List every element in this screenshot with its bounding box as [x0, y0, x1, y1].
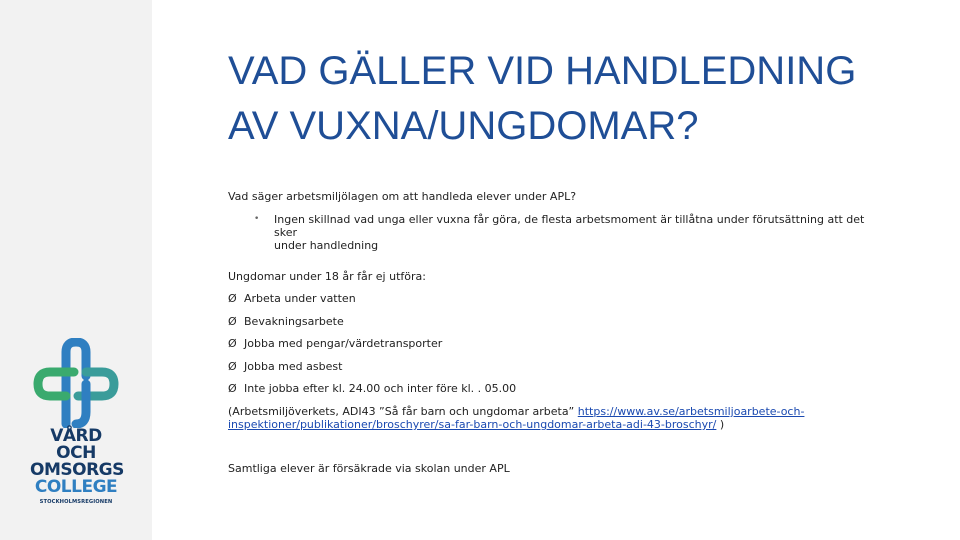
slide-title — [228, 44, 928, 154]
title-line2: AV VUXNA/UNGDOMAR? — [228, 104, 699, 148]
reference-link-part1[interactable]: https://www.av.se/arbetsmiljoarbete-och- — [577, 405, 805, 418]
reference-suffix: ) — [716, 418, 725, 431]
list-item — [228, 292, 356, 305]
bullet-line2: under handledning — [274, 239, 379, 252]
minors-heading: Ungdomar under 18 år får ej utföra: — [228, 270, 426, 283]
insurance-note: Samtliga elever är försäkrade via skolan under APL — [228, 462, 510, 475]
list-item — [228, 315, 344, 328]
arrow-bullet-icon: Ø — [228, 315, 237, 328]
college-emblem-icon — [30, 338, 122, 428]
logo-text-line1: VÅRD OCH — [50, 426, 102, 463]
intro-text: Vad säger arbetsmiljölagen om att handleda elever under APL? — [228, 190, 577, 203]
logo-subline: STOCKHOLMSREGIONEN — [39, 499, 113, 505]
logo-text-line2: OMSORGS — [30, 460, 124, 480]
reference-link-part2[interactable]: inspektioner/publikationer/broschyrer/sa-far-barn-och-ungdomar-arbeta-adi-43-broschyr/ — [228, 418, 717, 431]
bullet-line1: Ingen skillnad vad unga eller vuxna får göra, de flesta arbetsmoment är tillåtna under förutsättning att det sker — [274, 213, 865, 239]
list-item-text: Inte jobba efter kl. 24.00 och inter före kl. . 05.00 — [244, 382, 517, 395]
list-item — [228, 382, 516, 395]
list-item — [228, 337, 442, 350]
list-item-text: Bevakningsarbete — [244, 315, 344, 328]
college-logo — [30, 338, 122, 505]
title-line1: VAD GÄLLER VID HANDLEDNING — [228, 49, 857, 93]
arrow-bullet-icon: Ø — [228, 337, 237, 350]
list-item-text: Arbeta under vatten — [244, 292, 356, 305]
reference-prefix: (Arbetsmiljöverkets, ADI43 ”Så får barn och ungdomar arbeta” — [228, 405, 578, 418]
arrow-bullet-icon: Ø — [228, 292, 237, 305]
arrow-bullet-icon: Ø — [228, 382, 237, 395]
reference-text — [228, 405, 828, 431]
bullet-marker: • — [254, 214, 260, 224]
bullet-text — [274, 213, 874, 252]
list-item-text: Jobba med pengar/värdetransporter — [244, 337, 443, 350]
sidebar-panel — [0, 0, 152, 540]
arrow-bullet-icon: Ø — [228, 360, 237, 373]
list-item — [228, 360, 342, 373]
logo-text-line3: COLLEGE — [34, 477, 118, 497]
list-item-text: Jobba med asbest — [244, 360, 343, 373]
